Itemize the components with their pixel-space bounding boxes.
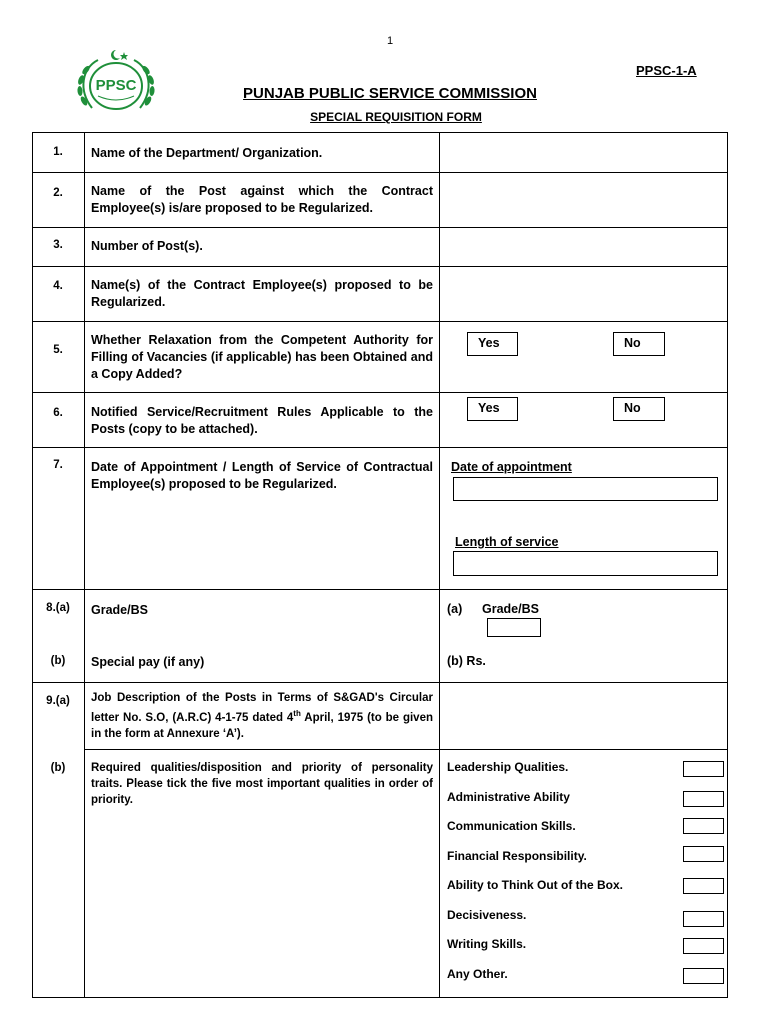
question-text: Special pay (if any) — [91, 655, 205, 669]
form-title: SPECIAL REQUISITION FORM — [310, 110, 482, 124]
question-text: Notified Service/Recruitment Rules Applicable to the Posts (copy to be attached). — [91, 405, 433, 436]
row-number: 6. — [53, 407, 63, 419]
quality-label: Administrative Ability — [447, 790, 570, 804]
date-of-appointment-input[interactable] — [453, 477, 718, 501]
rules-yes-checkbox[interactable]: Yes — [467, 397, 518, 421]
grade-input[interactable] — [487, 618, 541, 637]
quality-label: Financial Responsibility. — [447, 849, 587, 863]
superscript: th — [293, 709, 301, 718]
quality-label: Writing Skills. — [447, 937, 527, 951]
question-text: Name of the Post against which the Contract Employee(s) is/are proposed to be Regularized. — [91, 184, 433, 215]
question-text: Name of the Department/ Organization. — [91, 146, 323, 160]
quality-label: Any Other. — [447, 967, 508, 981]
question-text: Required qualities/disposition and priority of personality traits. Please tick the five most important qualities in order of priority. — [91, 762, 433, 806]
special-pay-label: (b) Rs. — [447, 654, 486, 668]
quality-label: Ability to Think Out of the Box. — [447, 878, 623, 892]
question-text: Name(s) of the Contract Employee(s) proposed to be Regularized. — [91, 278, 433, 309]
row-divider — [33, 589, 727, 590]
quality-rank-box[interactable] — [683, 878, 724, 894]
job-description-field[interactable] — [440, 683, 727, 749]
row-number: (b) — [50, 655, 66, 667]
row-number: 7. — [53, 459, 63, 471]
quality-rank-box[interactable] — [683, 761, 724, 777]
requisition-table — [32, 132, 728, 998]
row-number: 4. — [53, 280, 63, 292]
job-description-text: Job Description of the Posts in Terms of S&GAD's Circular letter No. S.O, (A.R.C) 4-1-75 dated 4 — [91, 692, 433, 724]
quality-rank-box[interactable] — [683, 818, 724, 834]
question-text — [91, 690, 433, 742]
grade-label: Grade/BS — [482, 602, 539, 616]
row-divider — [33, 392, 727, 393]
quality-rank-box[interactable] — [683, 911, 724, 927]
row-divider — [33, 447, 727, 448]
question-text: Grade/BS — [91, 603, 148, 617]
question-text: Date of Appointment / Length of Service of Contractual Employee(s) proposed to be Regularized. — [91, 460, 433, 491]
quality-rank-box[interactable] — [683, 846, 724, 862]
department-field[interactable] — [440, 133, 727, 172]
length-of-service-label: Length of service — [455, 535, 559, 549]
logo-text: PPSC — [95, 77, 137, 94]
row-number: 2. — [53, 187, 63, 199]
row-number: 3. — [53, 239, 63, 251]
employee-names-field[interactable] — [440, 267, 727, 321]
rules-no-checkbox[interactable]: No — [613, 397, 665, 421]
quality-label: Communication Skills. — [447, 819, 576, 833]
row-number: 5. — [53, 344, 63, 356]
organization-title: PUNJAB PUBLIC SERVICE COMMISSION — [243, 85, 537, 102]
row-number: 9.(a) — [46, 695, 70, 707]
relaxation-yes-checkbox[interactable]: Yes — [467, 332, 518, 356]
post-name-field[interactable] — [440, 173, 727, 227]
ppsc-logo — [68, 46, 164, 118]
date-of-appointment-label: Date of appointment — [451, 460, 572, 474]
number-of-posts-field[interactable] — [440, 228, 727, 266]
quality-rank-box[interactable] — [683, 968, 724, 984]
quality-rank-box[interactable] — [683, 938, 724, 954]
row-divider — [84, 749, 727, 750]
quality-label: Leadership Qualities. — [447, 760, 569, 774]
relaxation-no-checkbox[interactable]: No — [613, 332, 665, 356]
question-text: Number of Post(s). — [91, 239, 203, 253]
form-code: PPSC-1-A — [636, 63, 697, 78]
quality-rank-box[interactable] — [683, 791, 724, 807]
row-number: 8.(a) — [46, 602, 70, 614]
length-of-service-input[interactable] — [453, 551, 718, 576]
grade-prefix: (a) — [447, 602, 463, 616]
row-number: 1. — [53, 146, 63, 158]
job-description-text-end: April, 1975 (to be given in the form at Annexure ‘A’). — [91, 711, 433, 740]
row-divider — [33, 321, 727, 322]
page-number: 1 — [386, 35, 394, 47]
quality-label: Decisiveness. — [447, 908, 527, 922]
question-text: Whether Relaxation from the Competent Authority for Filling of Vacancies (if applicable) has been Obtained and a Copy Added? — [91, 333, 433, 381]
column-divider — [84, 133, 85, 997]
row-number: (b) — [50, 762, 66, 774]
